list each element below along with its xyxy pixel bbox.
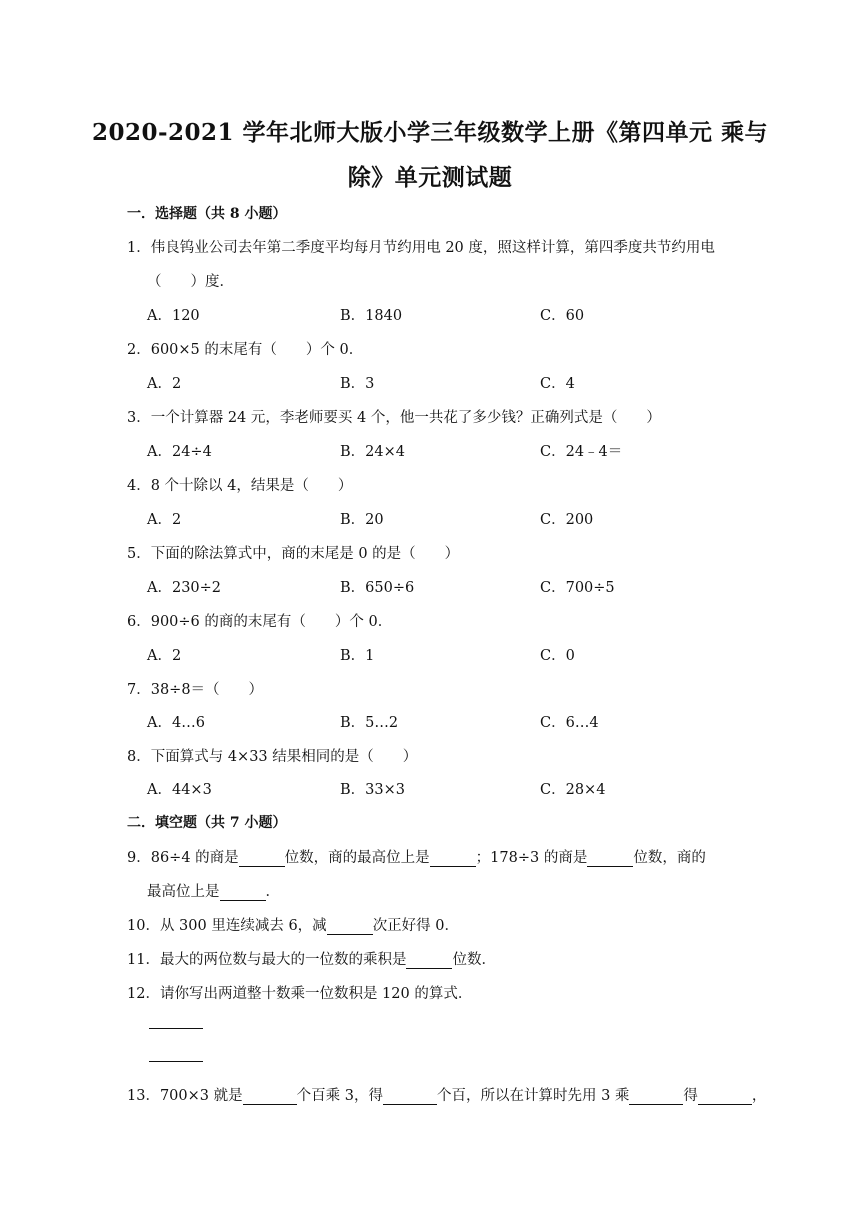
question-1-continuation: （ ）度． (147, 274, 234, 290)
question-9 (127, 846, 706, 867)
question-9-text: 最高位上是 (147, 884, 220, 900)
question-13-text: 个百乘 3，得 (296, 1088, 383, 1104)
answer-blank[interactable] (629, 1088, 683, 1105)
option-b: B．33×3 (340, 782, 405, 798)
option-a: A．2 (147, 376, 182, 392)
answer-blank[interactable] (327, 918, 373, 935)
option-b: B．1 (340, 648, 375, 664)
option-c: C．60 (540, 308, 585, 324)
question-13-text: 个百，所以在计算时先用 3 乘 (436, 1088, 630, 1104)
page-title-line-1: 2020-2021 学年北师大版小学三年级数学上册《第四单元 乘与 (91, 119, 769, 146)
answer-line[interactable] (149, 1061, 203, 1062)
answer-blank[interactable] (383, 1088, 437, 1105)
question-3: 3．一个计算器 24 元，李老师要买 4 个，他一共花了多少钱？正确列式是（ ） (127, 410, 661, 426)
option-c: C．200 (540, 512, 594, 528)
option-b: B．5…2 (340, 715, 399, 731)
question-9-text: ． (265, 884, 280, 900)
section-heading-fill: 二．填空题（共 7 小题） (127, 815, 287, 831)
question-10-text: 10．从 300 里连续减去 6，减 (127, 918, 327, 934)
option-a: A．120 (147, 308, 200, 324)
option-c: C．0 (540, 648, 575, 664)
option-b: B．1840 (340, 308, 403, 324)
answer-line[interactable] (149, 1028, 203, 1029)
option-a: A．24÷4 (147, 444, 212, 460)
option-c: C．4 (540, 376, 575, 392)
question-9-text: ；178÷3 的商是 (475, 850, 588, 866)
question-11 (127, 948, 496, 969)
answer-blank[interactable] (430, 850, 476, 867)
question-2: 2．600×5 的末尾有（ ）个 0． (127, 342, 364, 358)
option-b: B．24×4 (340, 444, 405, 460)
option-c: C．28×4 (540, 782, 606, 798)
question-4: 4．8 个十除以 4，结果是（ ） (127, 478, 353, 494)
option-a: A．2 (147, 648, 182, 664)
page-title-line-2: 除》单元测试题 (347, 164, 513, 191)
question-10-text: 次正好得 0． (372, 918, 460, 934)
question-8: 8．下面算式与 4×33 结果相同的是（ ） (127, 749, 418, 765)
option-a: A．44×3 (147, 782, 212, 798)
option-b: B．3 (340, 376, 375, 392)
question-9-continuation (147, 880, 280, 901)
question-7: 7．38÷8＝（ ） (127, 682, 264, 698)
question-10 (127, 914, 459, 935)
option-a: A．2 (147, 512, 182, 528)
question-9-text: 9．86÷4 的商是 (127, 850, 239, 866)
answer-blank[interactable] (587, 850, 633, 867)
question-11-text: 位数． (452, 952, 496, 968)
answer-blank[interactable] (698, 1088, 752, 1105)
option-b: B．20 (340, 512, 384, 528)
option-c: C．6…4 (540, 715, 599, 731)
question-9-text: 位数，商的最高位上是 (284, 850, 430, 866)
question-13-text: 得 (683, 1088, 698, 1104)
option-a: A．230÷2 (147, 580, 222, 596)
question-13-text: ， (751, 1088, 767, 1104)
question-13-text: 13．700×3 就是 (127, 1088, 243, 1104)
option-b: B．650÷6 (340, 580, 415, 596)
option-a: A．4…6 (147, 715, 205, 731)
option-c: C．24﹣4＝ (540, 444, 623, 460)
question-6: 6．900÷6 的商的末尾有（ ）个 0． (127, 614, 393, 630)
answer-blank[interactable] (406, 952, 452, 969)
question-5: 5．下面的除法算式中，商的末尾是 0 的是（ ） (127, 546, 460, 562)
question-12: 12．请你写出两道整十数乘一位数积是 120 的算式． (127, 986, 473, 1002)
answer-blank[interactable] (220, 884, 266, 901)
question-13 (127, 1084, 766, 1105)
question-11-text: 11．最大的两位数与最大的一位数的乘积是 (127, 952, 407, 968)
answer-blank[interactable] (239, 850, 285, 867)
answer-blank[interactable] (243, 1088, 297, 1105)
question-9-text: 位数，商的 (633, 850, 706, 866)
option-c: C．700÷5 (540, 580, 615, 596)
section-heading-choice: 一．选择题（共 8 小题） (127, 206, 287, 222)
question-1: 1．伟良钨业公司去年第二季度平均每月节约用电 20 度，照这样计算，第四季度共节约用电 (127, 240, 715, 256)
